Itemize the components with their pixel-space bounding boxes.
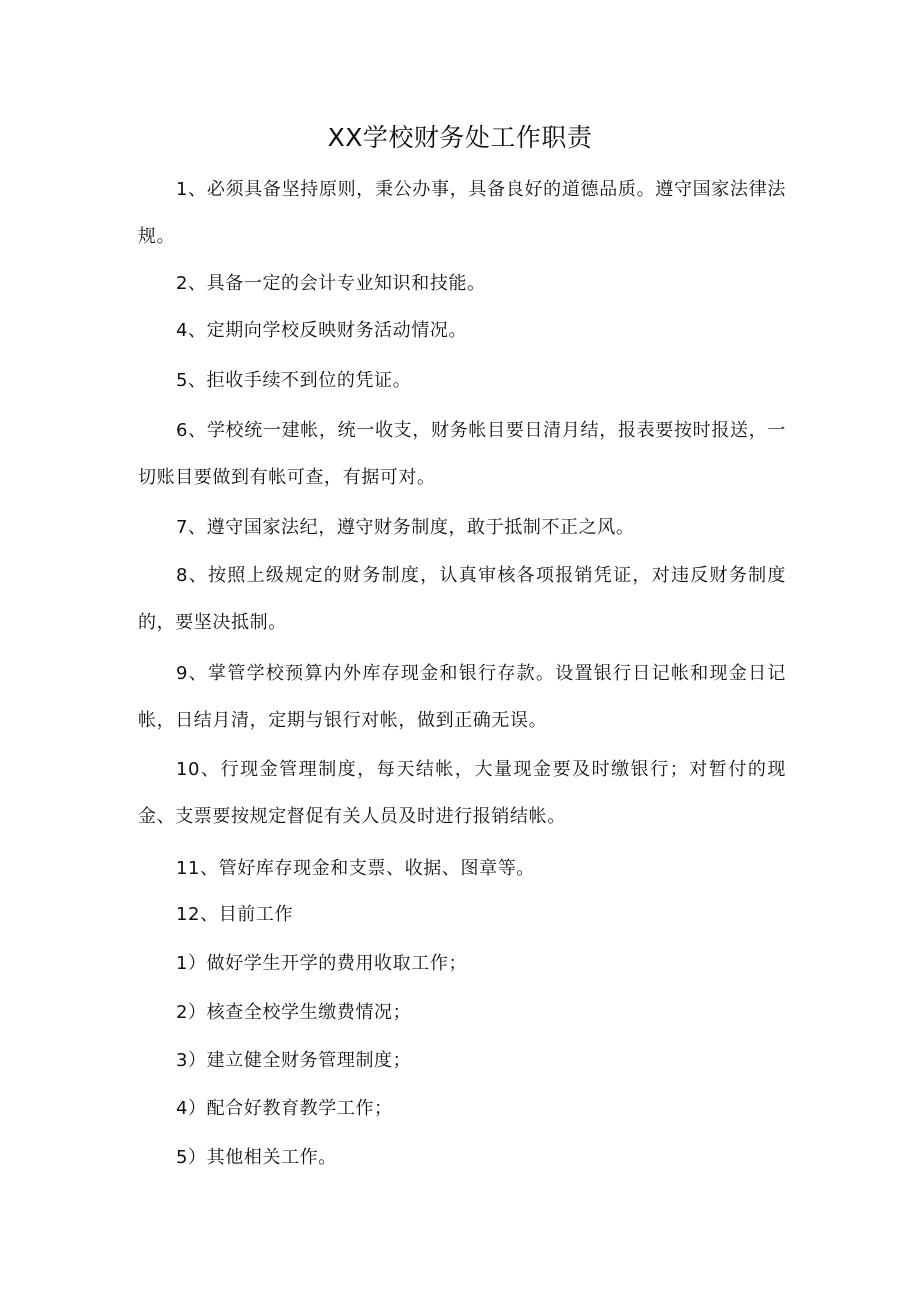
paragraph-6: 6、学校统一建帐，统一收支，财务帐目要日清月结，报表要按时报送，一切账目要做到有帐可查，有据可对。 [138, 420, 786, 488]
paragraph-4: 4、定期向学校反映财务活动情况。 [176, 320, 468, 341]
paragraph-12: 12、目前工作 [176, 904, 294, 925]
paragraph-1: 1、必须具备坚持原则，秉公办事，具备良好的道德品质。遵守国家法律法规。 [138, 179, 786, 247]
paragraph-9: 9、掌管学校预算内外库存现金和银行存款。设置银行日记帐和现金日记帐，日结月清，定期与银行对帐，做到正确无误。 [138, 663, 786, 731]
task-item-1: 1）做好学生开学的费用收取工作； [176, 953, 468, 974]
paragraph-2: 2、具备一定的会计专业知识和技能。 [176, 273, 486, 294]
task-item-3: 3）建立健全财务管理制度； [176, 1050, 412, 1071]
task-item-4: 4）配合好教育教学工作； [176, 1098, 393, 1119]
paragraph-5: 5、拒收手续不到位的凭证。 [176, 370, 412, 391]
paragraph-11: 11、管好库存现金和支票、收据、图章等。 [176, 858, 535, 879]
document-title: XX学校财务处工作职责 [327, 123, 593, 152]
task-item-2: 2）核查全校学生缴费情况； [176, 1002, 412, 1023]
paragraph-10: 10、行现金管理制度，每天结帐，大量现金要及时缴银行；对暂付的现金、支票要按规定督促有关人员及时进行报销结帐。 [138, 759, 786, 827]
paragraph-7: 7、遵守国家法纪，遵守财务制度，敢于抵制不正之风。 [176, 517, 635, 538]
task-item-5: 5）其他相关工作。 [176, 1147, 337, 1168]
paragraph-8: 8、按照上级规定的财务制度，认真审核各项报销凭证，对违反财务制度的，要坚决抵制。 [138, 565, 786, 633]
